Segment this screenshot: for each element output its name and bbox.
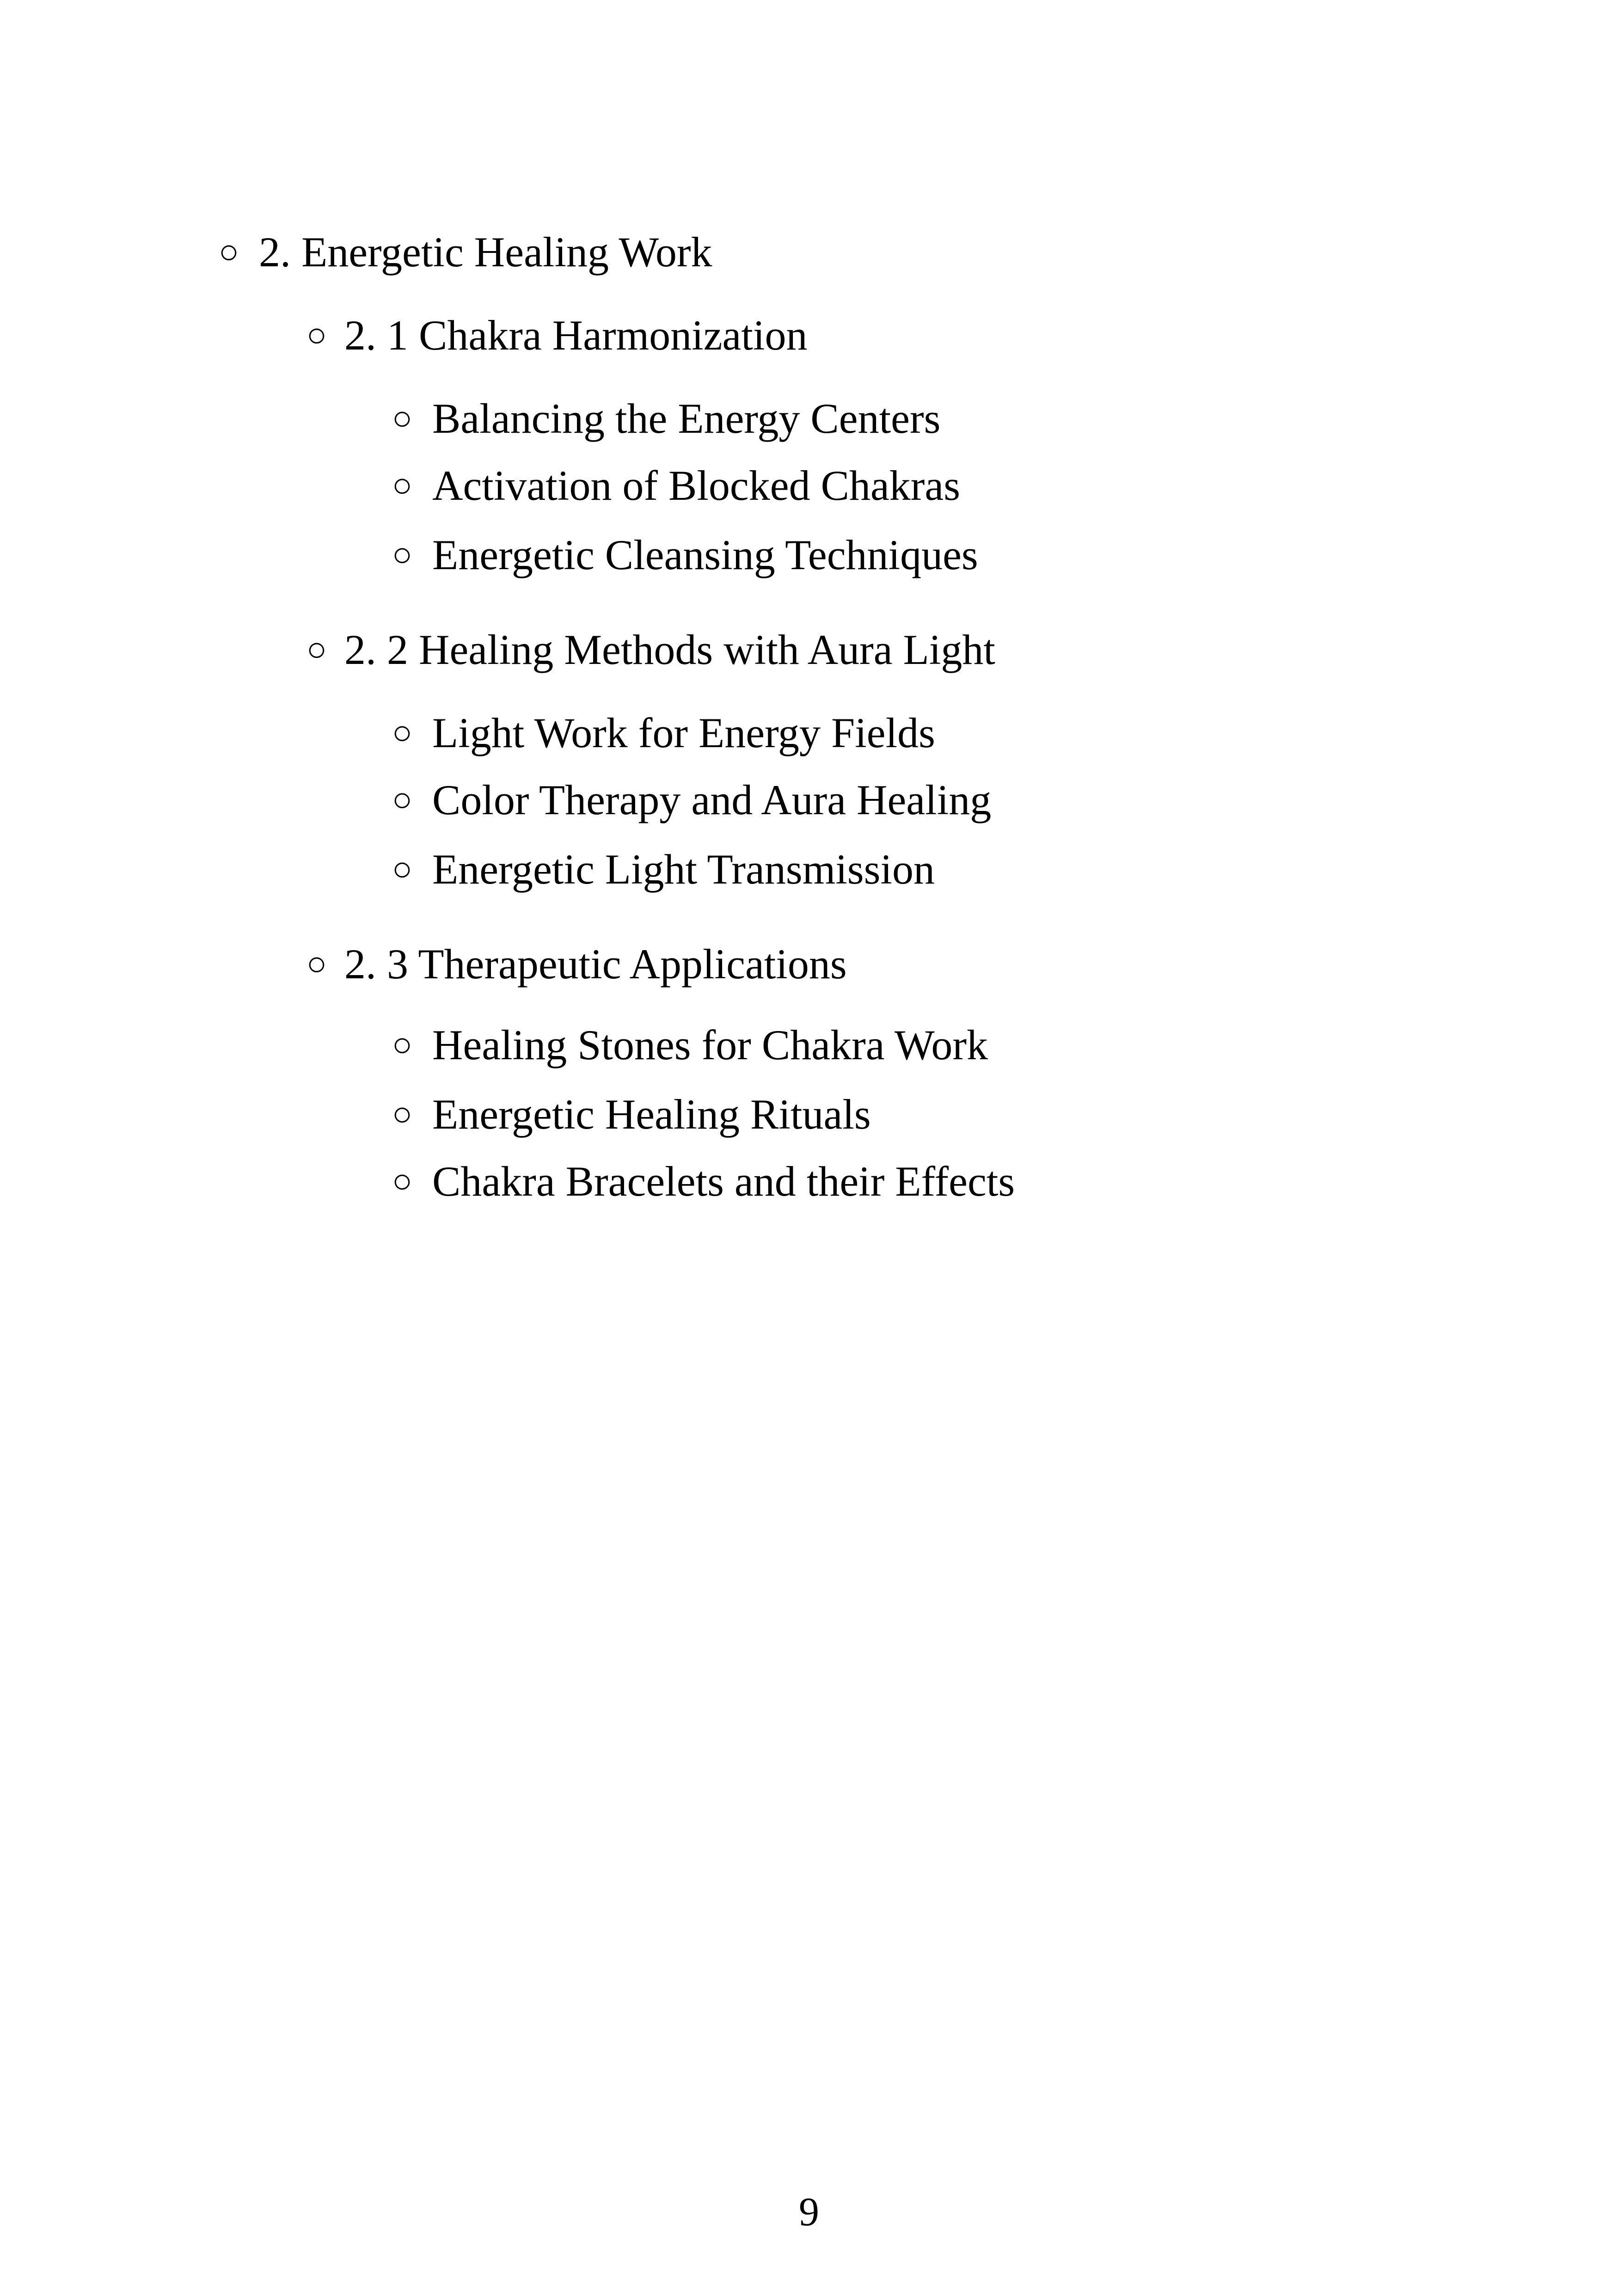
subsection-heading: 2. 1 Chakra Harmonization: [344, 312, 808, 359]
subsection-heading: 2. 2 Healing Methods with Aura Light: [344, 626, 995, 673]
list-item: Energetic Light Transmission: [432, 846, 935, 893]
list-item: Color Therapy and Aura Healing: [432, 776, 992, 823]
bullet-icon: ○: [392, 467, 413, 504]
list-item: Chakra Bracelets and their Effects: [432, 1158, 1015, 1205]
bullet-icon: ○: [218, 233, 239, 271]
list-item: Energetic Healing Rituals: [432, 1091, 871, 1138]
bullet-icon: ○: [392, 1026, 413, 1064]
bullet-icon: ○: [392, 714, 413, 752]
bullet-icon: ○: [392, 399, 413, 437]
list-item: Energetic Cleansing Techniques: [432, 531, 978, 578]
subsection-heading: 2. 3 Therapeutic Applications: [344, 940, 847, 988]
bullet-icon: ○: [392, 781, 413, 819]
list-item: Light Work for Energy Fields: [432, 709, 935, 756]
page-number: 9: [799, 2190, 819, 2235]
bullet-icon: ○: [392, 1162, 413, 1200]
bullet-icon: ○: [306, 316, 327, 354]
bullet-icon: ○: [392, 536, 413, 574]
bullet-icon: ○: [306, 631, 327, 669]
section-heading: 2. Energetic Healing Work: [259, 228, 712, 276]
bullet-icon: ○: [392, 1095, 413, 1133]
list-item: Activation of Blocked Chakras: [432, 462, 961, 509]
list-item: Balancing the Energy Centers: [432, 395, 941, 442]
list-item: Healing Stones for Chakra Work: [432, 1021, 988, 1068]
bullet-icon: ○: [306, 945, 327, 983]
bullet-icon: ○: [392, 850, 413, 888]
